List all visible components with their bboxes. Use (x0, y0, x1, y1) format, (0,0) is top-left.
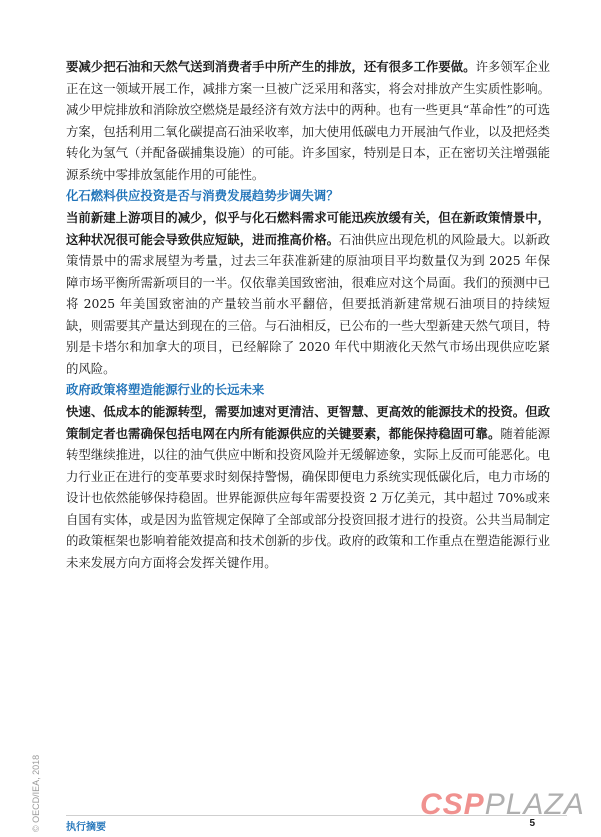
paragraph-lead: 快速、低成本的能源转型，需要加速对更清洁、更智慧、更高效的能源技术的投资。但政策制定者也需确保包括电网在内所有能源供应的关键要素，都能保持稳固可靠。 (66, 404, 550, 441)
copyright-sidebar: © OECD/IEA, 2018 (31, 754, 41, 832)
footer-section-label: 执行摘要 (66, 822, 106, 833)
document-body (66, 56, 550, 573)
paragraph-text: 随着能源转型继续推进，以往的油气供应中断和投资风险并无缓解迹象，实际上反而可能恶化。电力行业正在进行的变革要求时刻保持警惕，确保即便电力系统实现低碳化后，电力市场的设计也依然能够保持稳固。世界能源供应每年需要投资 2 万亿美元，其中超过 70%或来自国有实体，或是因为监管规定保障了全部或部分投资回报才进行的投资。公共当局制定的政策框架也影响着能效提高和技术创新的步伐。政府的政策和工作重点在塑造能源行业未来发展方向方面将会发挥关键作用。 (66, 425, 551, 570)
section-heading-investment: 化石燃料供应投资是否与消费发展趋势步调失调？ (66, 188, 339, 203)
watermark-part-b: PLAZA (484, 788, 585, 821)
watermark-part-a: CSP (420, 788, 485, 821)
paragraph-text: 许多领军企业正在这一领域开展工作，减排方案一旦被广泛采用和落实，将会对排放产生实质性影响。减少甲烷排放和消除放空燃烧是最经济有效方法中的两种。也有一些更具“革命性”的可选方案，包括利用二氧化碳提高石油采收率，加大使用低碳电力开展油气作业，以及把烃类转化为氢气（并配备碳捕集设施）的可能。许多国家，特别是日本，正在密切关注增强能源系统中零排放氢能作用的可能性。 (66, 59, 551, 182)
paragraph-text: 石油供应出现危机的风险最大。以新政策情景中的需求展望为考量，过去三年获准新建的原油项目平均数量仅为到 2025 年保障市场平衡所需新项目的一半。仅依靠美国致密油，很难应对这个局面。我们的预测中已将 2025 年美国致密油的产量较当前水平翻倍，但要抵消新建常规石油项目的持续短缺，则需要其产量达到现在的三倍。与石油相反，已公布的一些大型新建天然气项目，特别是卡塔尔和加拿大的项目，已经解除了 2020 年代中期液化天然气市场出现供应吃紧的风险。 (66, 231, 551, 376)
paragraph-policy-lead (66, 401, 550, 573)
watermark-logo (420, 788, 585, 822)
paragraph-lead: 当前新建上游项目的减少，似乎与化石燃料需求可能迅疾放缓有关，但在新政策情景中，这种状况很可能会导致供应短缺，进而推高价格。 (66, 210, 550, 247)
paragraph-investment (66, 207, 550, 379)
paragraph-lead: 要减少把石油和天然气送到消费者手中所产生的排放，还有很多工作要做。 (66, 59, 476, 74)
paragraph-emissions (66, 56, 550, 185)
section-heading-policy: 政府政策将塑造能源行业的长远未来 (66, 382, 265, 397)
page-number: 5 (529, 818, 535, 829)
